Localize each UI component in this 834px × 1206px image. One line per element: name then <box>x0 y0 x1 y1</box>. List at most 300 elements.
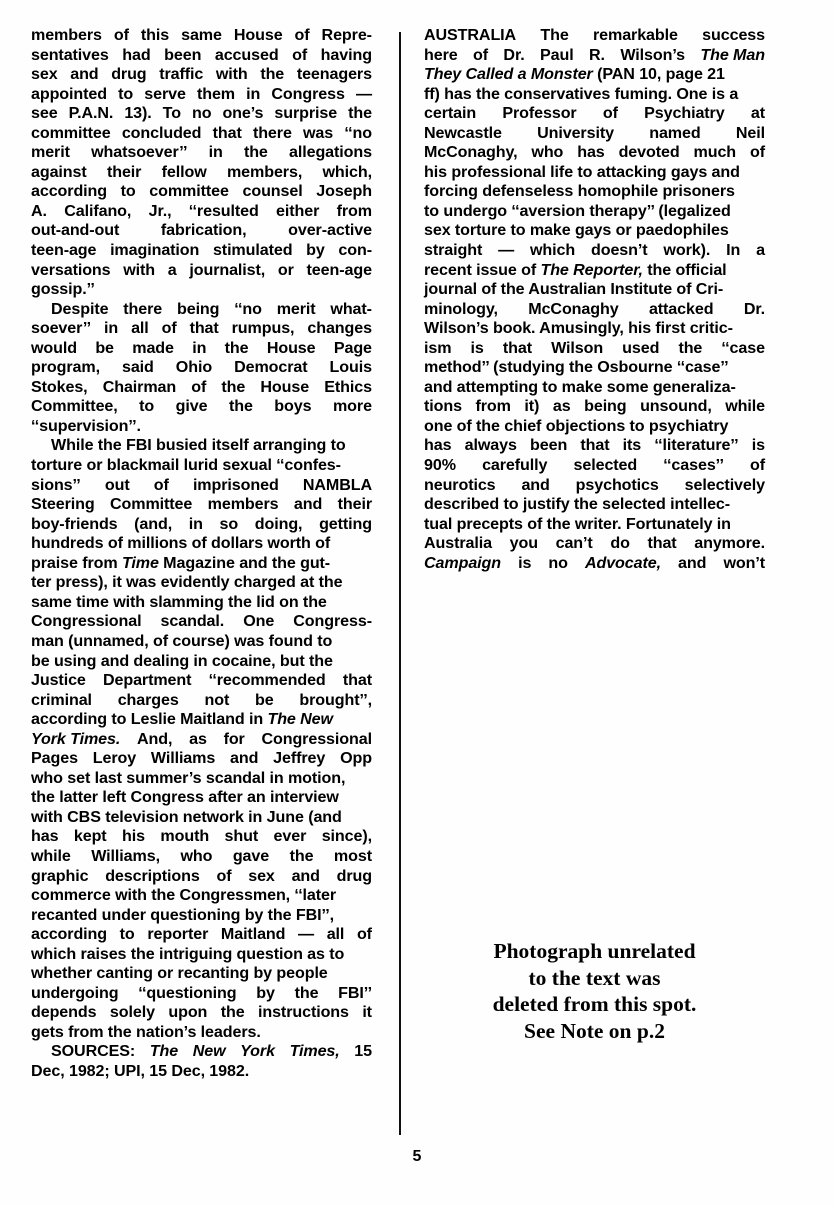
text-line: with CBS television network in June (and <box>31 807 342 826</box>
text-word: — <box>498 241 515 260</box>
text-word: Congressional <box>261 729 372 748</box>
text-word: Califano, <box>64 201 132 220</box>
para-congress-committee <box>31 26 372 300</box>
text-word: straight <box>424 241 483 260</box>
text-word: and <box>521 475 550 494</box>
text-word: fellow <box>161 162 207 181</box>
text-word: was <box>303 123 334 142</box>
text-word: as <box>552 397 571 416</box>
text-word: that <box>647 534 677 553</box>
text-line <box>424 339 765 359</box>
text-word: attacked <box>648 299 714 318</box>
text-word: psychotics <box>575 475 659 494</box>
text-word: over-active <box>288 221 372 240</box>
text-word: R. <box>589 45 605 64</box>
text-word: Neil <box>735 123 765 142</box>
text-word: boy-friends <box>31 514 118 533</box>
text-word: Professor <box>502 104 577 123</box>
text-word: by <box>306 241 325 260</box>
text-word: all <box>326 925 345 944</box>
text-word: teen-age <box>31 241 97 260</box>
text-word: used <box>622 338 660 357</box>
photo-notice-line: deleted from this spot. <box>492 992 697 1016</box>
photo-notice-line: Photograph unrelated <box>493 939 696 963</box>
text-word: FBI’’ <box>338 983 372 1002</box>
text-line <box>31 319 372 339</box>
text-word: so <box>219 514 239 533</box>
text-line: described to justify the selected intellec- <box>424 495 731 514</box>
text-word: gave <box>232 846 270 865</box>
text-line <box>31 671 372 691</box>
text-line <box>31 1042 372 1062</box>
text-word: same <box>181 26 222 44</box>
text-word: doesn’t <box>591 241 648 260</box>
text-word: — <box>298 925 315 944</box>
text-line: his professional life to attacking gays and <box>424 162 740 181</box>
text-line: sex torture to make gays or paedophiles <box>424 221 729 240</box>
text-word: in <box>246 84 261 103</box>
text-line <box>424 300 765 320</box>
text-word: Committee, <box>31 397 118 416</box>
photo-notice-line: to the text was <box>528 965 661 990</box>
text-word: rumpus, <box>231 319 295 338</box>
text-word: who <box>180 846 213 865</box>
text-word: Ethics <box>324 377 372 396</box>
text-line <box>31 261 372 281</box>
photo-notice-line: See Note on p.2 <box>524 1018 665 1043</box>
text-word: criminal <box>31 690 92 709</box>
text-word: NAMBLA <box>302 475 372 494</box>
text-word: devoted <box>618 143 680 162</box>
text-line <box>31 827 372 847</box>
text-word: to <box>118 84 134 103</box>
text-line: same time with slamming the lid on the <box>31 592 327 611</box>
text-word: the <box>243 143 268 162</box>
text-line <box>31 241 372 261</box>
text-line: forcing defenseless homophile prisoners <box>424 182 735 201</box>
text-line: hundreds of millions of dollars worth of <box>31 534 331 553</box>
text-word: in <box>208 143 223 162</box>
text-word: surprise <box>274 104 338 123</box>
text-word: in <box>104 319 119 338</box>
text-word: of <box>473 45 489 64</box>
text-line <box>424 241 765 261</box>
text-word: The <box>540 26 569 44</box>
text-line <box>31 495 372 515</box>
text-word: imagination <box>110 241 200 260</box>
text-word: tions <box>424 397 462 416</box>
text-word: his <box>122 827 145 846</box>
text-word: Maitland <box>220 925 286 944</box>
text-word: merit <box>31 143 70 162</box>
text-word: its <box>622 436 642 455</box>
text-word: sex <box>248 866 275 885</box>
text-word: that <box>342 671 372 690</box>
deleted-photo-notice <box>424 938 765 1044</box>
text-line: which raises the intriguing question as to <box>31 944 345 963</box>
text-word: Democrat <box>234 358 308 377</box>
text-word: ‘‘resulted <box>188 201 259 220</box>
text-line: recanted under questioning by the FBI’’, <box>31 905 334 924</box>
text-word: the <box>260 65 285 84</box>
text-word: who <box>531 143 564 162</box>
text-word: charges <box>117 690 179 709</box>
text-word: counsel <box>242 182 303 201</box>
text-line: to undergo ‘‘aversion therapy’’ (legalized <box>424 201 731 220</box>
text-word: con- <box>338 241 372 260</box>
text-word: depends <box>31 1003 97 1022</box>
text-word: journalist, <box>189 260 266 279</box>
text-line <box>31 476 372 496</box>
text-line: Dec, 1982; UPI, 15 Dec, 1982. <box>31 1061 250 1080</box>
text-line: and attempting to make some generaliza- <box>424 377 736 396</box>
text-line: Wilson’s book. Amusingly, his first critic- <box>424 319 733 338</box>
text-word: be <box>255 690 274 709</box>
text-word: more <box>332 397 372 416</box>
text-word: the <box>289 846 314 865</box>
text-line <box>31 925 372 945</box>
text-word: the <box>224 338 249 357</box>
para-australia <box>424 26 765 573</box>
text-line <box>424 46 765 66</box>
text-word: remarkable <box>592 26 678 44</box>
text-word: serve <box>144 84 186 103</box>
text-line <box>31 339 372 359</box>
text-word: SOURCES: <box>51 1042 136 1061</box>
text-line <box>31 691 372 711</box>
text-word: and <box>291 866 320 885</box>
text-line <box>31 26 372 46</box>
text-word: and <box>70 65 99 84</box>
text-word: ism <box>424 338 452 357</box>
text-word: ‘‘no <box>344 123 372 142</box>
text-word: see <box>31 104 58 123</box>
text-word: by <box>256 983 275 1002</box>
text-word: Department <box>102 671 192 690</box>
text-line: method’’ (studying the Osbourne ‘‘case’’ <box>424 358 729 377</box>
text-word: would <box>31 338 77 357</box>
text-line <box>424 436 765 456</box>
text-line <box>31 124 372 144</box>
text-line <box>31 182 372 202</box>
text-line <box>31 867 372 887</box>
text-line: one of the chief objections to psychiatry <box>424 416 729 435</box>
text-word: much <box>693 143 737 162</box>
text-line <box>31 300 372 320</box>
text-line <box>31 65 372 85</box>
text-line: ff) has the conservatives fuming. One is a <box>424 84 739 103</box>
para-fbi-nambla <box>31 436 372 1042</box>
text-line <box>31 358 372 378</box>
text-word: certain <box>424 104 477 123</box>
text-word: has <box>424 436 452 455</box>
text-word: allegations <box>289 143 372 162</box>
text-word: McConaghy <box>528 299 619 318</box>
text-word: Repre- <box>321 26 372 44</box>
text-word: accused <box>214 45 279 64</box>
text-word: their <box>106 162 142 181</box>
text-word: Chairman <box>102 377 177 396</box>
text-word: shut <box>224 827 259 846</box>
text-word: not <box>204 690 230 709</box>
text-word: their <box>337 495 372 514</box>
text-word: had <box>122 45 151 64</box>
text-line <box>31 378 372 398</box>
text-word: House <box>266 338 316 357</box>
text-word: from <box>475 397 511 416</box>
text-word: give <box>175 397 208 416</box>
text-line <box>424 534 765 554</box>
text-word: that <box>189 319 219 338</box>
text-word: the <box>678 338 703 357</box>
text-word: 13). <box>124 104 152 123</box>
text-line <box>31 163 372 183</box>
text-word: to <box>120 182 136 201</box>
text-word: Dr. <box>743 299 765 318</box>
text-line: praise from Time Magazine and the gut- <box>31 553 331 572</box>
text-word: of <box>113 26 129 44</box>
text-word: neurotics <box>424 475 496 494</box>
text-word: selected <box>573 456 638 475</box>
text-word: committee <box>149 182 229 201</box>
text-word: University <box>537 123 614 142</box>
text-word: graphic <box>31 866 89 885</box>
text-word: anymore. <box>694 534 765 553</box>
text-word: descriptions <box>105 866 200 885</box>
text-word: no <box>548 553 568 572</box>
text-line <box>31 85 372 105</box>
text-line: the latter left Congress after an interview <box>31 788 339 807</box>
text-word: (and, <box>134 514 173 533</box>
text-word: the <box>220 1003 245 1022</box>
text-word: since), <box>321 827 372 846</box>
text-word: unsound, <box>640 397 712 416</box>
text-word: New <box>192 1042 226 1061</box>
text-line: be using and dealing in cocaine, but the <box>31 651 333 670</box>
text-line: gets from the nation’s leaders. <box>31 1022 261 1041</box>
text-word: Jeffrey <box>273 749 326 768</box>
text-line: torture or blackmail lurid sexual ‘‘confes- <box>31 456 341 475</box>
text-word: Times, <box>289 1042 340 1061</box>
text-word: And, <box>137 729 173 748</box>
text-word: the <box>348 104 372 123</box>
text-word: ever <box>273 827 307 846</box>
text-word: ‘‘no <box>234 299 262 318</box>
text-word: has <box>577 143 605 162</box>
text-word: Williams, <box>91 846 160 865</box>
text-word: Congress- <box>293 612 372 631</box>
text-word: House <box>260 377 310 396</box>
text-word: instructions <box>257 1003 349 1022</box>
text-word: whatsoever’’ <box>91 143 188 162</box>
text-line <box>31 984 372 1004</box>
text-word: brought’’, <box>299 690 372 709</box>
text-line <box>424 26 765 46</box>
text-line: whether canting or recanting by people <box>31 964 328 983</box>
text-line <box>424 456 765 476</box>
para-sources <box>31 1042 372 1081</box>
text-word: getting <box>319 514 372 533</box>
column-divider-rule <box>399 32 401 1135</box>
text-word: the <box>228 397 253 416</box>
text-word: Wilson’s <box>620 45 685 64</box>
text-word: ‘‘case <box>721 338 765 357</box>
text-line <box>31 104 372 124</box>
text-line <box>31 730 372 750</box>
text-word: be <box>95 338 114 357</box>
text-word: fabrication, <box>160 221 247 240</box>
text-word: merit <box>276 299 316 318</box>
text-line: commerce with the Congressmen, ‘‘later <box>31 886 337 905</box>
text-word: of <box>749 143 765 162</box>
text-word: versations <box>31 260 111 279</box>
text-word: according <box>31 182 108 201</box>
text-word: you <box>509 534 538 553</box>
text-line <box>31 847 372 867</box>
text-word: A. <box>31 201 47 220</box>
text-word: can’t <box>555 534 593 553</box>
text-word: this <box>140 26 170 44</box>
text-line: journal of the Australian Institute of Cri- <box>424 280 724 299</box>
text-word: Campaign <box>424 553 501 572</box>
text-word: while <box>725 397 765 416</box>
text-word: Dr. <box>503 45 525 64</box>
text-word: success <box>702 26 765 44</box>
text-word: that <box>212 123 242 142</box>
text-word: and <box>678 553 707 572</box>
text-line <box>31 143 372 163</box>
text-word: in <box>188 514 203 533</box>
text-word: according <box>31 925 108 944</box>
text-line: recent issue of The Reporter, the official <box>424 260 727 279</box>
text-word: to <box>119 925 135 944</box>
text-word: with <box>215 65 248 84</box>
text-line <box>31 221 372 241</box>
text-word: most <box>333 846 372 865</box>
text-word: Ohio <box>175 358 213 377</box>
text-word: soever’’ <box>31 319 92 338</box>
left-text-column <box>31 26 372 1082</box>
text-word: mouth <box>160 827 210 846</box>
text-word: of <box>216 866 232 885</box>
text-word: that <box>580 436 610 455</box>
text-word: kept <box>73 827 107 846</box>
text-word: McConaghy, <box>424 143 518 162</box>
text-word: Jr., <box>148 201 172 220</box>
text-word: House <box>233 26 283 44</box>
text-word: of <box>292 45 308 64</box>
text-word: at <box>750 104 765 123</box>
text-word: selectively <box>684 475 765 494</box>
text-word: traffic <box>159 65 204 84</box>
text-word: scandal. <box>160 612 225 631</box>
text-word: being <box>584 397 627 416</box>
text-word: in <box>192 338 207 357</box>
text-word: there <box>123 299 163 318</box>
text-word: Committee <box>109 495 193 514</box>
text-word: 15 <box>354 1042 372 1061</box>
text-word: made <box>132 338 174 357</box>
text-word: stimulated <box>212 241 293 260</box>
text-word: there <box>252 123 292 142</box>
text-word: upon <box>168 1003 208 1022</box>
text-word: here <box>424 45 458 64</box>
text-word: Wilson <box>551 338 604 357</box>
text-word: Despite <box>51 299 109 318</box>
text-line <box>31 46 372 66</box>
text-line <box>424 476 765 496</box>
text-line <box>424 104 765 124</box>
text-word: committee <box>31 123 111 142</box>
text-word: P.A.N. <box>68 104 114 123</box>
text-word: said <box>121 358 154 377</box>
text-line <box>424 124 765 144</box>
text-line: tual precepts of the writer. Fortunately in <box>424 514 731 533</box>
text-word: imprisoned <box>192 475 279 494</box>
text-line: While the FBI busied itself arranging to <box>51 436 346 455</box>
text-word: The Man <box>700 45 765 64</box>
text-word: Newcastle <box>424 123 502 142</box>
text-word: with <box>123 260 156 279</box>
text-word: won’t <box>723 553 765 572</box>
page-number: 5 <box>412 1148 422 1165</box>
text-line: man (unnamed, of course) was found to <box>31 631 333 650</box>
text-word: sex <box>31 65 58 84</box>
text-word: as <box>189 729 207 748</box>
text-line: who set last summer’s scandal in motion, <box>31 768 346 787</box>
text-word: members <box>31 26 102 44</box>
text-word: named <box>649 123 701 142</box>
text-word: to <box>139 397 155 416</box>
text-word: In <box>726 241 741 260</box>
text-word: one’s <box>222 104 264 123</box>
text-word: and <box>230 749 259 768</box>
text-word: of <box>153 475 169 494</box>
text-word: no <box>191 104 212 123</box>
text-word: of <box>294 26 310 44</box>
text-word: undergoing <box>31 983 119 1002</box>
text-word: To <box>162 104 181 123</box>
text-word: been <box>164 45 202 64</box>
text-word: 90% <box>424 456 456 475</box>
text-line: according to Leslie Maitland in The New <box>31 710 333 729</box>
text-word: Joseph <box>316 182 372 201</box>
para-house-page-changes <box>31 300 372 437</box>
text-word: Psychiatry <box>644 104 725 123</box>
text-word: it) <box>524 397 540 416</box>
text-word: either <box>276 201 320 220</box>
text-word: out <box>104 475 130 494</box>
text-word: Opp <box>340 749 372 768</box>
text-word: do <box>610 534 630 553</box>
text-word: teenagers <box>296 65 372 84</box>
text-word: solely <box>109 1003 155 1022</box>
text-word: what- <box>330 299 372 318</box>
text-word: or <box>277 260 294 279</box>
text-word: members, <box>226 162 303 181</box>
text-word: that <box>502 338 532 357</box>
text-word: drug <box>336 866 372 885</box>
text-word: changes <box>307 319 372 338</box>
text-word: been <box>530 436 568 455</box>
text-word: has <box>31 827 59 846</box>
text-word: of <box>161 319 177 338</box>
text-line <box>31 515 372 535</box>
text-word: ‘‘cases’’ <box>663 456 724 475</box>
text-word: being <box>176 299 220 318</box>
text-word: from <box>336 201 372 220</box>
text-word: is <box>470 338 484 357</box>
